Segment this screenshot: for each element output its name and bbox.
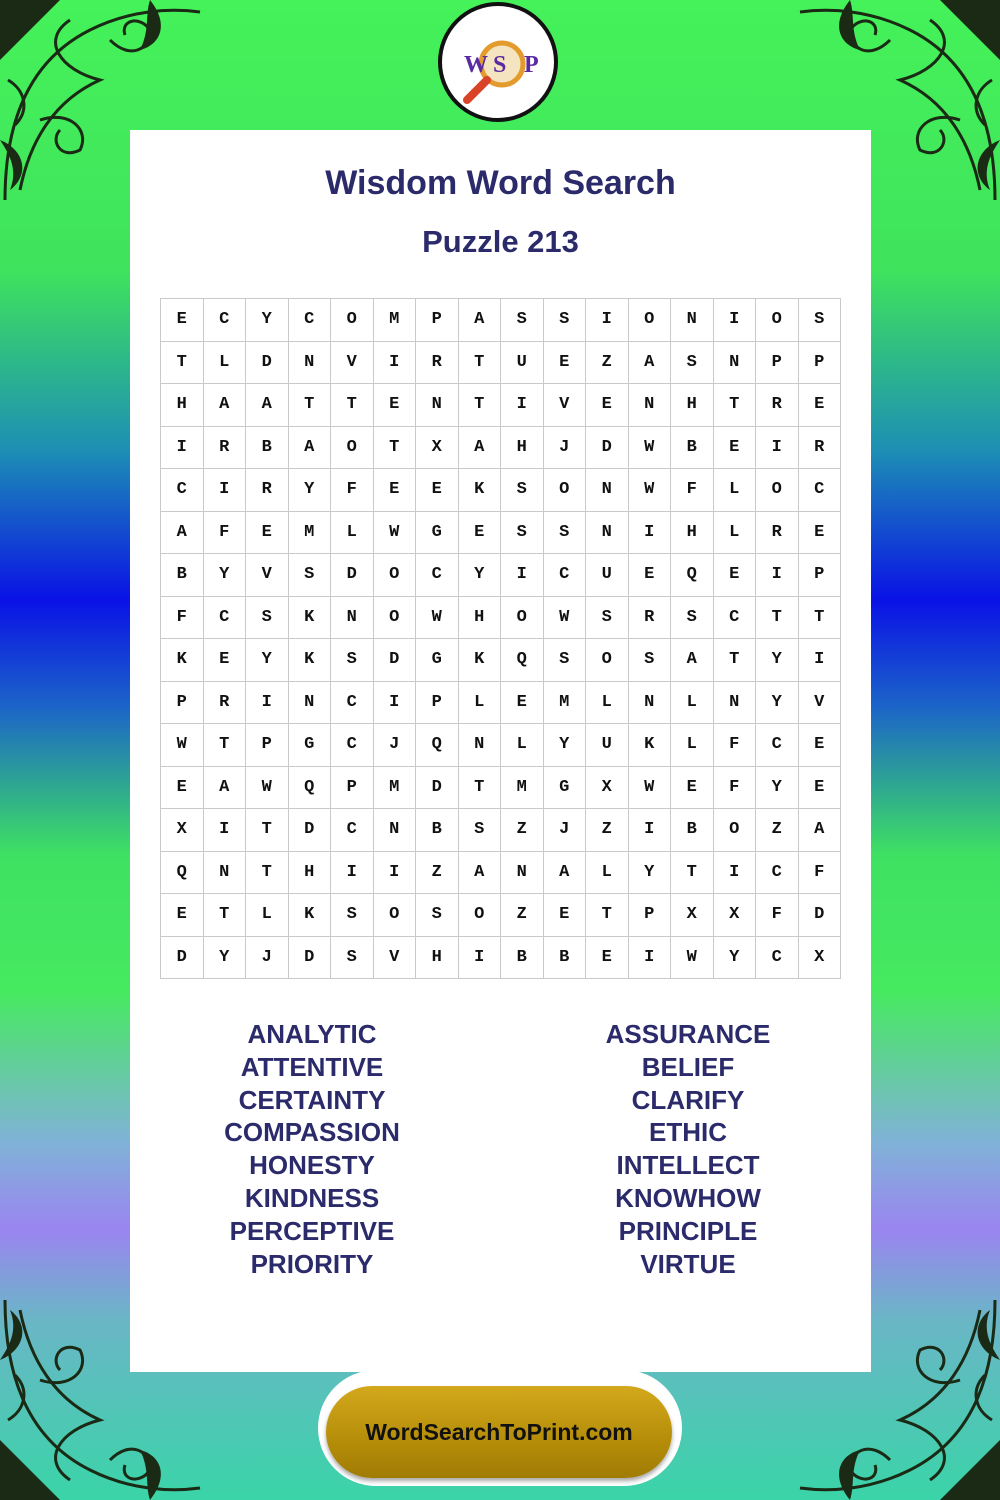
grid-cell[interactable]: P xyxy=(629,894,672,937)
grid-cell[interactable]: T xyxy=(586,894,629,937)
grid-cell[interactable]: Y xyxy=(459,554,502,597)
grid-cell[interactable]: U xyxy=(586,724,629,767)
grid-cell[interactable]: Q xyxy=(161,852,204,895)
grid-cell[interactable]: K xyxy=(459,639,502,682)
grid-cell[interactable]: E xyxy=(374,469,417,512)
grid-cell[interactable]: A xyxy=(544,852,587,895)
grid-cell[interactable]: O xyxy=(586,639,629,682)
grid-cell[interactable]: I xyxy=(714,852,757,895)
grid-cell[interactable]: B xyxy=(671,427,714,470)
grid-cell[interactable]: Y xyxy=(756,639,799,682)
grid-cell[interactable]: E xyxy=(416,469,459,512)
grid-cell[interactable]: V xyxy=(331,342,374,385)
grid-cell[interactable]: B xyxy=(246,427,289,470)
grid-cell[interactable]: D xyxy=(586,427,629,470)
grid-cell[interactable]: L xyxy=(331,512,374,555)
grid-cell[interactable]: A xyxy=(459,427,502,470)
grid-cell[interactable]: C xyxy=(756,852,799,895)
grid-cell[interactable]: S xyxy=(671,597,714,640)
grid-cell[interactable]: L xyxy=(586,852,629,895)
grid-cell[interactable]: E xyxy=(799,767,842,810)
grid-cell[interactable]: S xyxy=(331,639,374,682)
grid-cell[interactable]: I xyxy=(714,299,757,342)
grid-cell[interactable]: E xyxy=(161,767,204,810)
grid-cell[interactable]: I xyxy=(629,937,672,980)
word-list-item: PRIORITY xyxy=(250,1248,374,1279)
grid-cell[interactable]: O xyxy=(374,554,417,597)
grid-cell[interactable]: T xyxy=(756,597,799,640)
grid-cell[interactable]: B xyxy=(416,809,459,852)
grid-cell[interactable]: D xyxy=(289,809,332,852)
grid-cell[interactable]: F xyxy=(799,852,842,895)
grid-cell[interactable]: P xyxy=(799,342,842,385)
grid-cell[interactable]: A xyxy=(204,384,247,427)
word-list-item: KINDNESS xyxy=(244,1182,380,1213)
site-link-button[interactable] xyxy=(318,1370,682,1486)
grid-cell[interactable]: S xyxy=(501,512,544,555)
grid-cell[interactable]: D xyxy=(289,937,332,980)
grid-cell[interactable]: W xyxy=(671,937,714,980)
grid-cell[interactable]: E xyxy=(799,512,842,555)
grid-cell[interactable]: I xyxy=(374,682,417,725)
grid-cell[interactable]: I xyxy=(374,342,417,385)
grid-cell[interactable]: L xyxy=(246,894,289,937)
grid-cell[interactable]: M xyxy=(289,512,332,555)
grid-cell[interactable]: Y xyxy=(629,852,672,895)
site-link-inner[interactable] xyxy=(326,1386,672,1478)
grid-cell[interactable]: I xyxy=(459,937,502,980)
word-list-item: INTELLECT xyxy=(616,1150,760,1181)
grid-cell[interactable]: X xyxy=(586,767,629,810)
word-list-item: ASSURANCE xyxy=(605,1019,771,1049)
grid-cell[interactable]: N xyxy=(289,682,332,725)
grid-cell[interactable]: Z xyxy=(501,809,544,852)
grid-cell[interactable]: R xyxy=(756,384,799,427)
grid-cell[interactable]: S xyxy=(416,894,459,937)
grid-cell[interactable]: L xyxy=(714,469,757,512)
grid-cell[interactable]: S xyxy=(289,554,332,597)
grid-cell[interactable]: F xyxy=(756,894,799,937)
grid-cell[interactable]: J xyxy=(544,427,587,470)
grid-cell[interactable]: V xyxy=(799,682,842,725)
grid-cell[interactable]: K xyxy=(459,469,502,512)
grid-cell[interactable]: T xyxy=(204,894,247,937)
grid-cell[interactable]: I xyxy=(331,852,374,895)
grid-cell[interactable]: D xyxy=(246,342,289,385)
grid-cell[interactable]: X xyxy=(671,894,714,937)
grid-cell[interactable]: U xyxy=(586,554,629,597)
grid-cell[interactable]: I xyxy=(246,682,289,725)
word-list-left xyxy=(162,1018,462,1280)
grid-cell[interactable]: E xyxy=(629,554,672,597)
logo-letter: S xyxy=(493,52,507,78)
grid-cell[interactable]: O xyxy=(331,299,374,342)
grid-cell[interactable]: H xyxy=(671,512,714,555)
grid-cell[interactable]: P xyxy=(416,299,459,342)
grid-cell[interactable]: L xyxy=(501,724,544,767)
grid-cell[interactable]: Z xyxy=(586,809,629,852)
grid-cell[interactable]: F xyxy=(204,512,247,555)
grid-cell[interactable]: S xyxy=(544,639,587,682)
grid-cell[interactable]: T xyxy=(459,767,502,810)
grid-cell[interactable]: G xyxy=(289,724,332,767)
grid-cell[interactable]: W xyxy=(416,597,459,640)
grid-cell[interactable]: W xyxy=(629,469,672,512)
grid-cell[interactable]: J xyxy=(544,809,587,852)
grid-cell[interactable]: N xyxy=(374,809,417,852)
grid-cell[interactable]: P xyxy=(331,767,374,810)
word-list-item: CERTAINTY xyxy=(238,1084,386,1115)
grid-cell[interactable]: Y xyxy=(714,937,757,980)
grid-cell[interactable]: Q xyxy=(501,639,544,682)
grid-cell[interactable]: C xyxy=(331,682,374,725)
puzzle-panel xyxy=(130,130,871,1372)
grid-cell[interactable]: C xyxy=(204,597,247,640)
grid-cell[interactable]: N xyxy=(416,384,459,427)
letter-grid xyxy=(160,298,841,979)
grid-cell[interactable]: H xyxy=(501,427,544,470)
grid-cell[interactable]: F xyxy=(714,724,757,767)
grid-cell[interactable]: G xyxy=(416,639,459,682)
grid-cell[interactable]: Y xyxy=(756,767,799,810)
grid-cell[interactable]: A xyxy=(459,852,502,895)
word-list-item: KNOWHOW xyxy=(615,1182,761,1213)
word-list-item: PRINCIPLE xyxy=(618,1215,758,1246)
grid-cell[interactable]: E xyxy=(459,512,502,555)
grid-cell[interactable]: N xyxy=(714,682,757,725)
grid-cell[interactable]: I xyxy=(756,554,799,597)
grid-cell[interactable]: D xyxy=(161,937,204,980)
grid-cell[interactable]: T xyxy=(799,597,842,640)
grid-cell[interactable]: D xyxy=(416,767,459,810)
grid-cell[interactable]: W xyxy=(544,597,587,640)
grid-cell[interactable]: I xyxy=(799,639,842,682)
grid-cell[interactable]: L xyxy=(714,512,757,555)
grid-cell[interactable]: N xyxy=(671,299,714,342)
grid-cell[interactable]: I xyxy=(756,427,799,470)
grid-cell[interactable]: C xyxy=(331,724,374,767)
grid-cell[interactable]: X xyxy=(714,894,757,937)
grid-cell[interactable]: B xyxy=(544,937,587,980)
grid-cell[interactable]: S xyxy=(501,299,544,342)
grid-cell[interactable]: Y xyxy=(756,682,799,725)
word-list-item: ANALYTIC xyxy=(247,1019,377,1049)
grid-cell[interactable]: N xyxy=(586,512,629,555)
grid-cell[interactable]: O xyxy=(374,597,417,640)
grid-cell[interactable]: O xyxy=(501,597,544,640)
word-list-item: ETHIC xyxy=(649,1117,727,1148)
grid-cell[interactable]: I xyxy=(501,554,544,597)
grid-cell[interactable]: T xyxy=(331,384,374,427)
grid-cell[interactable]: I xyxy=(161,427,204,470)
grid-cell[interactable]: P xyxy=(799,554,842,597)
grid-cell[interactable]: C xyxy=(289,299,332,342)
grid-cell[interactable]: I xyxy=(586,299,629,342)
grid-cell[interactable]: Y xyxy=(544,724,587,767)
grid-cell[interactable]: S xyxy=(459,809,502,852)
grid-cell[interactable]: I xyxy=(374,852,417,895)
grid-cell[interactable]: R xyxy=(756,512,799,555)
grid-cell[interactable]: H xyxy=(161,384,204,427)
grid-cell[interactable]: K xyxy=(289,894,332,937)
grid-cell[interactable]: T xyxy=(671,852,714,895)
grid-cell[interactable]: X xyxy=(161,809,204,852)
grid-cell[interactable]: E xyxy=(246,512,289,555)
grid-cell[interactable]: E xyxy=(374,384,417,427)
grid-cell[interactable]: K xyxy=(161,639,204,682)
grid-cell[interactable]: N xyxy=(204,852,247,895)
grid-cell[interactable]: Y xyxy=(246,299,289,342)
grid-cell[interactable]: A xyxy=(799,809,842,852)
grid-cell[interactable]: O xyxy=(756,299,799,342)
grid-cell[interactable]: S xyxy=(629,639,672,682)
grid-cell[interactable]: X xyxy=(799,937,842,980)
grid-cell[interactable]: H xyxy=(416,937,459,980)
grid-cell[interactable]: N xyxy=(629,384,672,427)
grid-cell[interactable]: Z xyxy=(501,894,544,937)
grid-cell[interactable]: C xyxy=(714,597,757,640)
grid-cell[interactable]: S xyxy=(799,299,842,342)
grid-cell[interactable]: R xyxy=(416,342,459,385)
grid-cell[interactable]: L xyxy=(459,682,502,725)
grid-cell[interactable]: J xyxy=(246,937,289,980)
grid-cell[interactable]: D xyxy=(331,554,374,597)
grid-cell[interactable]: M xyxy=(501,767,544,810)
grid-cell[interactable]: O xyxy=(714,809,757,852)
word-list-item: HONESTY xyxy=(249,1150,375,1181)
grid-cell[interactable]: C xyxy=(204,299,247,342)
grid-cell[interactable]: L xyxy=(671,682,714,725)
grid-cell[interactable]: A xyxy=(671,639,714,682)
grid-cell[interactable]: W xyxy=(161,724,204,767)
grid-cell[interactable]: C xyxy=(756,937,799,980)
grid-cell[interactable]: L xyxy=(204,342,247,385)
grid-cell[interactable]: D xyxy=(374,639,417,682)
grid-cell[interactable]: M xyxy=(374,299,417,342)
grid-cell[interactable]: A xyxy=(289,427,332,470)
word-list-item: ATTENTIVE xyxy=(240,1051,384,1082)
grid-cell[interactable]: T xyxy=(204,724,247,767)
grid-cell[interactable]: H xyxy=(671,384,714,427)
grid-cell[interactable]: W xyxy=(629,427,672,470)
grid-cell[interactable]: N xyxy=(289,342,332,385)
grid-cell[interactable]: R xyxy=(629,597,672,640)
grid-cell[interactable]: T xyxy=(459,342,502,385)
grid-cell[interactable]: P xyxy=(161,682,204,725)
grid-cell[interactable]: D xyxy=(799,894,842,937)
grid-cell[interactable]: I xyxy=(501,384,544,427)
grid-cell[interactable]: T xyxy=(459,384,502,427)
grid-cell[interactable]: R xyxy=(204,682,247,725)
grid-cell[interactable]: S xyxy=(331,937,374,980)
grid-cell[interactable]: Q xyxy=(416,724,459,767)
grid-cell[interactable]: V xyxy=(374,937,417,980)
word-list-item: VIRTUE xyxy=(640,1248,736,1279)
grid-cell[interactable]: B xyxy=(161,554,204,597)
word-list-item: CLARIFY xyxy=(631,1084,745,1115)
grid-cell[interactable]: K xyxy=(289,639,332,682)
grid-cell[interactable]: Z xyxy=(586,342,629,385)
grid-cell[interactable]: H xyxy=(459,597,502,640)
grid-cell[interactable]: V xyxy=(246,554,289,597)
grid-cell[interactable]: F xyxy=(331,469,374,512)
word-list-right xyxy=(538,1018,838,1280)
logo-letter: P xyxy=(524,52,539,78)
grid-cell[interactable]: R xyxy=(204,427,247,470)
grid-cell[interactable]: T xyxy=(289,384,332,427)
grid-cell[interactable]: Z xyxy=(416,852,459,895)
grid-cell[interactable]: A xyxy=(204,767,247,810)
grid-cell[interactable]: E xyxy=(161,299,204,342)
grid-cell[interactable]: C xyxy=(331,809,374,852)
grid-cell[interactable]: W xyxy=(629,767,672,810)
magnifier-icon xyxy=(442,6,554,118)
grid-cell[interactable]: N xyxy=(586,469,629,512)
grid-cell[interactable]: H xyxy=(289,852,332,895)
grid-cell[interactable]: U xyxy=(501,342,544,385)
grid-cell[interactable]: O xyxy=(544,469,587,512)
grid-cell[interactable]: Q xyxy=(671,554,714,597)
grid-cell[interactable]: N xyxy=(459,724,502,767)
grid-cell[interactable]: S xyxy=(544,512,587,555)
grid-cell[interactable]: T xyxy=(714,384,757,427)
grid-cell[interactable]: K xyxy=(289,597,332,640)
logo-letter: W xyxy=(464,52,488,78)
grid-cell[interactable]: Z xyxy=(756,809,799,852)
grid-cell[interactable]: G xyxy=(416,512,459,555)
grid-cell[interactable]: C xyxy=(799,469,842,512)
grid-cell[interactable]: O xyxy=(374,894,417,937)
grid-cell[interactable]: P xyxy=(416,682,459,725)
grid-cell[interactable]: F xyxy=(161,597,204,640)
word-list-item: COMPASSION xyxy=(224,1117,400,1148)
grid-cell[interactable]: R xyxy=(799,427,842,470)
site-logo[interactable] xyxy=(438,2,558,122)
grid-cell[interactable]: X xyxy=(416,427,459,470)
grid-cell[interactable]: B xyxy=(501,937,544,980)
grid-cell[interactable]: C xyxy=(756,724,799,767)
grid-cell[interactable]: K xyxy=(629,724,672,767)
grid-cell[interactable]: N xyxy=(714,342,757,385)
grid-cell[interactable]: J xyxy=(374,724,417,767)
grid-cell[interactable]: Y xyxy=(289,469,332,512)
grid-cell[interactable]: L xyxy=(671,724,714,767)
grid-cell[interactable]: E xyxy=(799,384,842,427)
grid-cell[interactable]: S xyxy=(501,469,544,512)
grid-cell[interactable]: P xyxy=(246,724,289,767)
grid-cell[interactable]: E xyxy=(671,767,714,810)
grid-cell[interactable]: Q xyxy=(289,767,332,810)
grid-cell[interactable]: E xyxy=(714,427,757,470)
grid-cell[interactable]: Y xyxy=(204,937,247,980)
grid-cell[interactable]: G xyxy=(544,767,587,810)
grid-cell[interactable]: E xyxy=(204,639,247,682)
grid-cell[interactable]: Y xyxy=(204,554,247,597)
grid-cell[interactable]: E xyxy=(586,937,629,980)
grid-cell[interactable]: E xyxy=(714,554,757,597)
grid-cell[interactable]: E xyxy=(544,894,587,937)
grid-cell[interactable]: E xyxy=(161,894,204,937)
grid-cell[interactable]: L xyxy=(586,682,629,725)
grid-cell[interactable]: A xyxy=(459,299,502,342)
grid-cell[interactable]: O xyxy=(331,427,374,470)
grid-cell[interactable]: N xyxy=(501,852,544,895)
grid-cell[interactable]: V xyxy=(544,384,587,427)
grid-cell[interactable]: O xyxy=(629,299,672,342)
grid-cell[interactable]: E xyxy=(544,342,587,385)
grid-cell[interactable]: T xyxy=(374,427,417,470)
grid-cell[interactable]: S xyxy=(246,597,289,640)
grid-cell[interactable]: Y xyxy=(246,639,289,682)
puzzle-number: Puzzle 213 xyxy=(422,224,579,259)
grid-cell[interactable]: R xyxy=(246,469,289,512)
grid-cell[interactable]: S xyxy=(586,597,629,640)
grid-cell[interactable]: E xyxy=(501,682,544,725)
grid-cell[interactable]: S xyxy=(331,894,374,937)
site-link-label: WordSearchToPrint.com xyxy=(365,1418,633,1445)
word-list-item: PERCEPTIVE xyxy=(229,1215,395,1246)
grid-cell[interactable]: M xyxy=(544,682,587,725)
grid-cell[interactable]: E xyxy=(586,384,629,427)
grid-cell[interactable]: C xyxy=(161,469,204,512)
grid-cell[interactable]: S xyxy=(671,342,714,385)
grid-cell[interactable]: W xyxy=(246,767,289,810)
word-list-item: BELIEF xyxy=(641,1051,735,1082)
grid-cell[interactable]: O xyxy=(459,894,502,937)
grid-cell[interactable]: T xyxy=(246,852,289,895)
grid-cell[interactable]: S xyxy=(544,299,587,342)
grid-cell[interactable]: I xyxy=(204,809,247,852)
grid-cell[interactable]: P xyxy=(756,342,799,385)
grid-cell[interactable]: A xyxy=(161,512,204,555)
grid-cell[interactable]: I xyxy=(629,809,672,852)
grid-cell[interactable]: T xyxy=(246,809,289,852)
grid-cell[interactable]: N xyxy=(629,682,672,725)
grid-cell[interactable]: E xyxy=(799,724,842,767)
grid-cell[interactable]: B xyxy=(671,809,714,852)
grid-cell[interactable]: C xyxy=(544,554,587,597)
page-title: Wisdom Word Search xyxy=(325,164,676,202)
grid-cell[interactable]: W xyxy=(374,512,417,555)
grid-cell[interactable]: F xyxy=(714,767,757,810)
grid-cell[interactable]: F xyxy=(671,469,714,512)
grid-cell[interactable]: N xyxy=(331,597,374,640)
grid-cell[interactable]: M xyxy=(374,767,417,810)
grid-cell[interactable]: I xyxy=(204,469,247,512)
grid-cell[interactable]: T xyxy=(161,342,204,385)
grid-cell[interactable]: O xyxy=(756,469,799,512)
grid-cell[interactable]: I xyxy=(629,512,672,555)
grid-cell[interactable]: A xyxy=(629,342,672,385)
grid-cell[interactable]: A xyxy=(246,384,289,427)
grid-cell[interactable]: T xyxy=(714,639,757,682)
grid-cell[interactable]: C xyxy=(416,554,459,597)
